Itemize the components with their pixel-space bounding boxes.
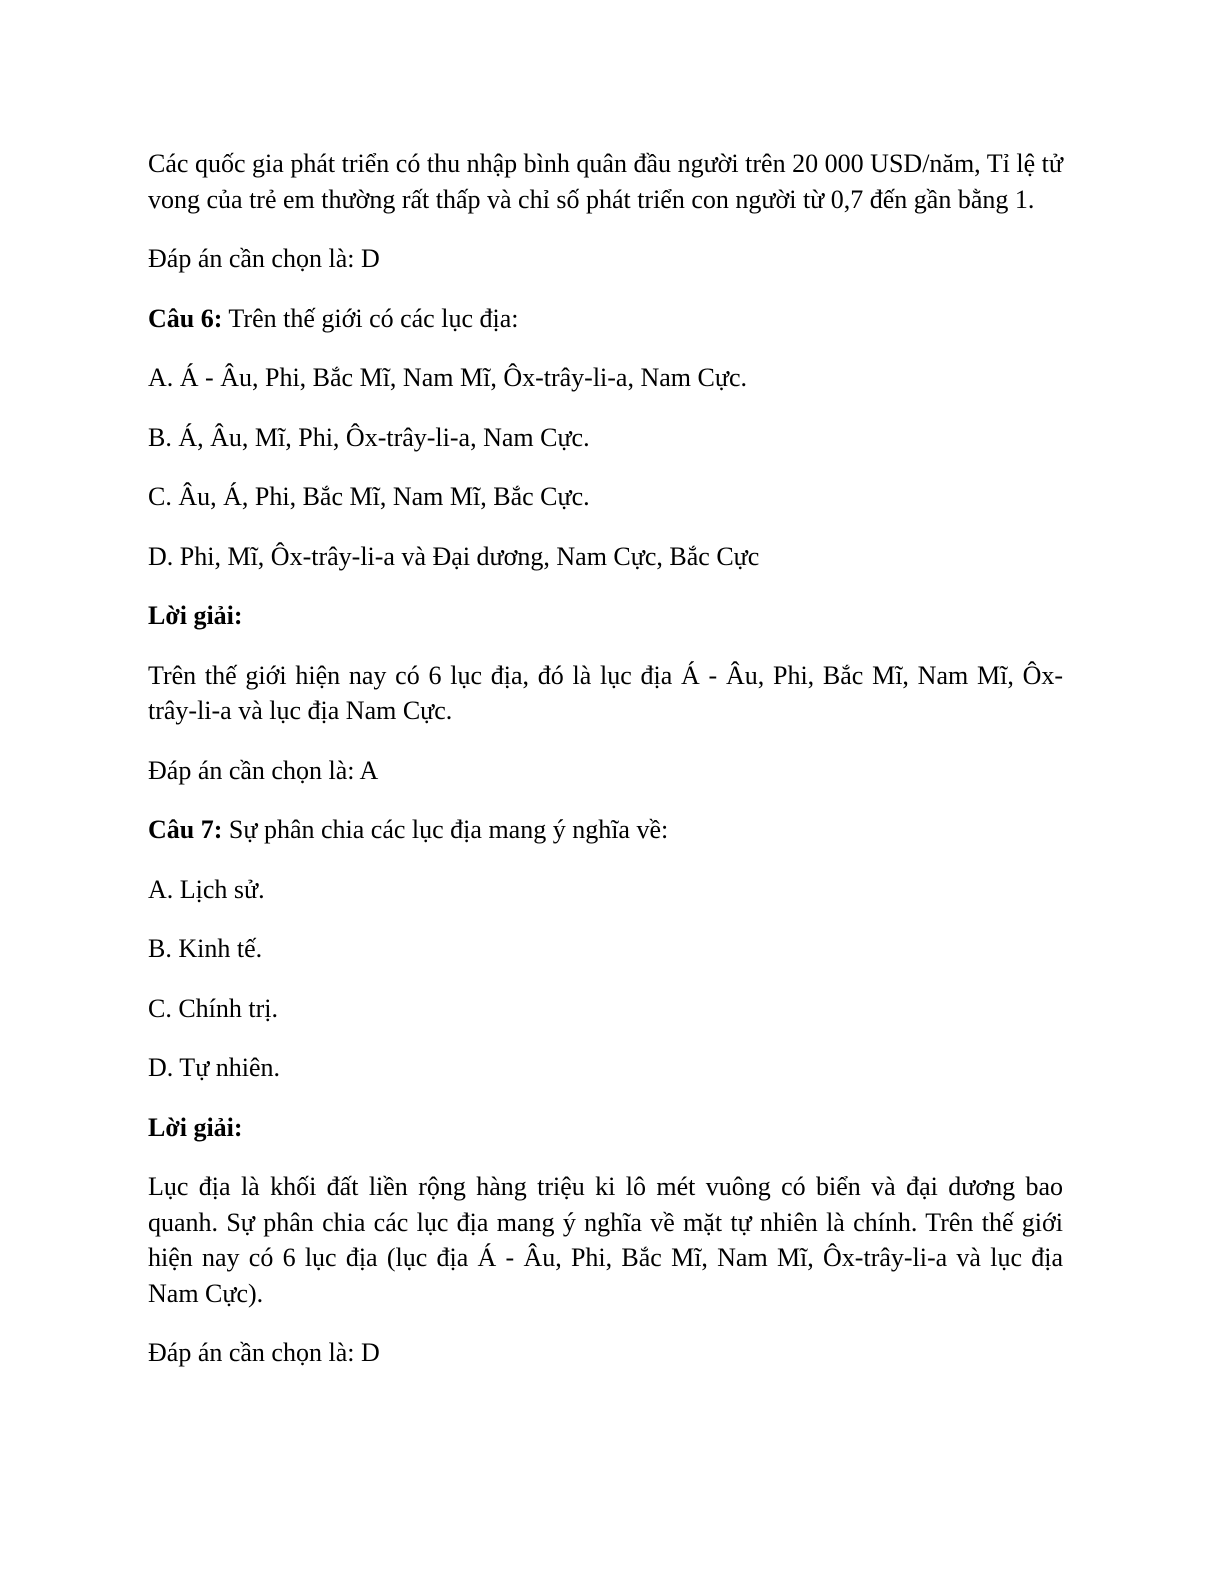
q7-option-b: B. Kinh tế. [148,934,263,963]
q6-solution: Trên thế giới hiện nay có 6 lục địa, đó là lục địa Á - Âu, Phi, Bắc Mĩ, Nam Mĩ, Ôx-trây-li-a và lục địa Nam Cực. [148,660,1063,725]
q7-option-c: C. Chính trị. [148,993,279,1023]
document-page [148,146,1063,1395]
question-6-text: Trên thế giới có các lục địa: [222,303,519,333]
question-7 [148,812,1063,848]
question-7-text: Sự phân chia các lục địa mang ý nghĩa về: [222,815,669,844]
q6-option-d: D. Phi, Mĩ, Ôx-trây-li-a và Đại dương, Nam Cực, Bắc Cực [148,541,760,571]
q6-answer: Đáp án cần chọn là: A [148,755,379,785]
q7-option-d: D. Tự nhiên. [148,1053,281,1082]
question-6 [148,301,1063,337]
q7-option-a: A. Lịch sử. [148,874,265,904]
q6-option-c: C. Âu, Á, Phi, Bắc Mĩ, Nam Mĩ, Bắc Cực. [148,482,590,511]
q6-option-a: A. Á - Âu, Phi, Bắc Mĩ, Nam Mĩ, Ôx-trây-li-a, Nam Cực. [148,363,747,392]
answer-q5: Đáp án cần chọn là: D [148,244,380,273]
q7-solution: Lục địa là khối đất liền rộng hàng triệu ki lô mét vuông có biển và đại dương bao quanh. Sự phân chia các lục địa mang ý nghĩa về mặt tự nhiên là chính. Trên thế giới hiện nay có 6 lục địa (lục địa Á - Âu, Phi, Bắc Mĩ, Nam Mĩ, Ôx-trây-li-a và lục địa Nam Cực). [148,1172,1063,1308]
q6-solution-heading: Lời giải: [148,601,243,630]
q7-solution-heading: Lời giải: [148,1112,243,1142]
q7-answer: Đáp án cần chọn là: D [148,1338,380,1367]
intro-paragraph: Các quốc gia phát triển có thu nhập bình quân đầu người trên 20 000 USD/năm, Tỉ lệ tử vong của trẻ em thường rất thấp và chỉ số phát triển con người từ 0,7 đến gần bằng 1. [148,149,1063,214]
q6-option-b: B. Á, Âu, Mĩ, Phi, Ôx-trây-li-a, Nam Cực. [148,422,590,452]
question-6-label: Câu 6: [148,303,223,333]
question-7-label: Câu 7: [148,815,223,844]
